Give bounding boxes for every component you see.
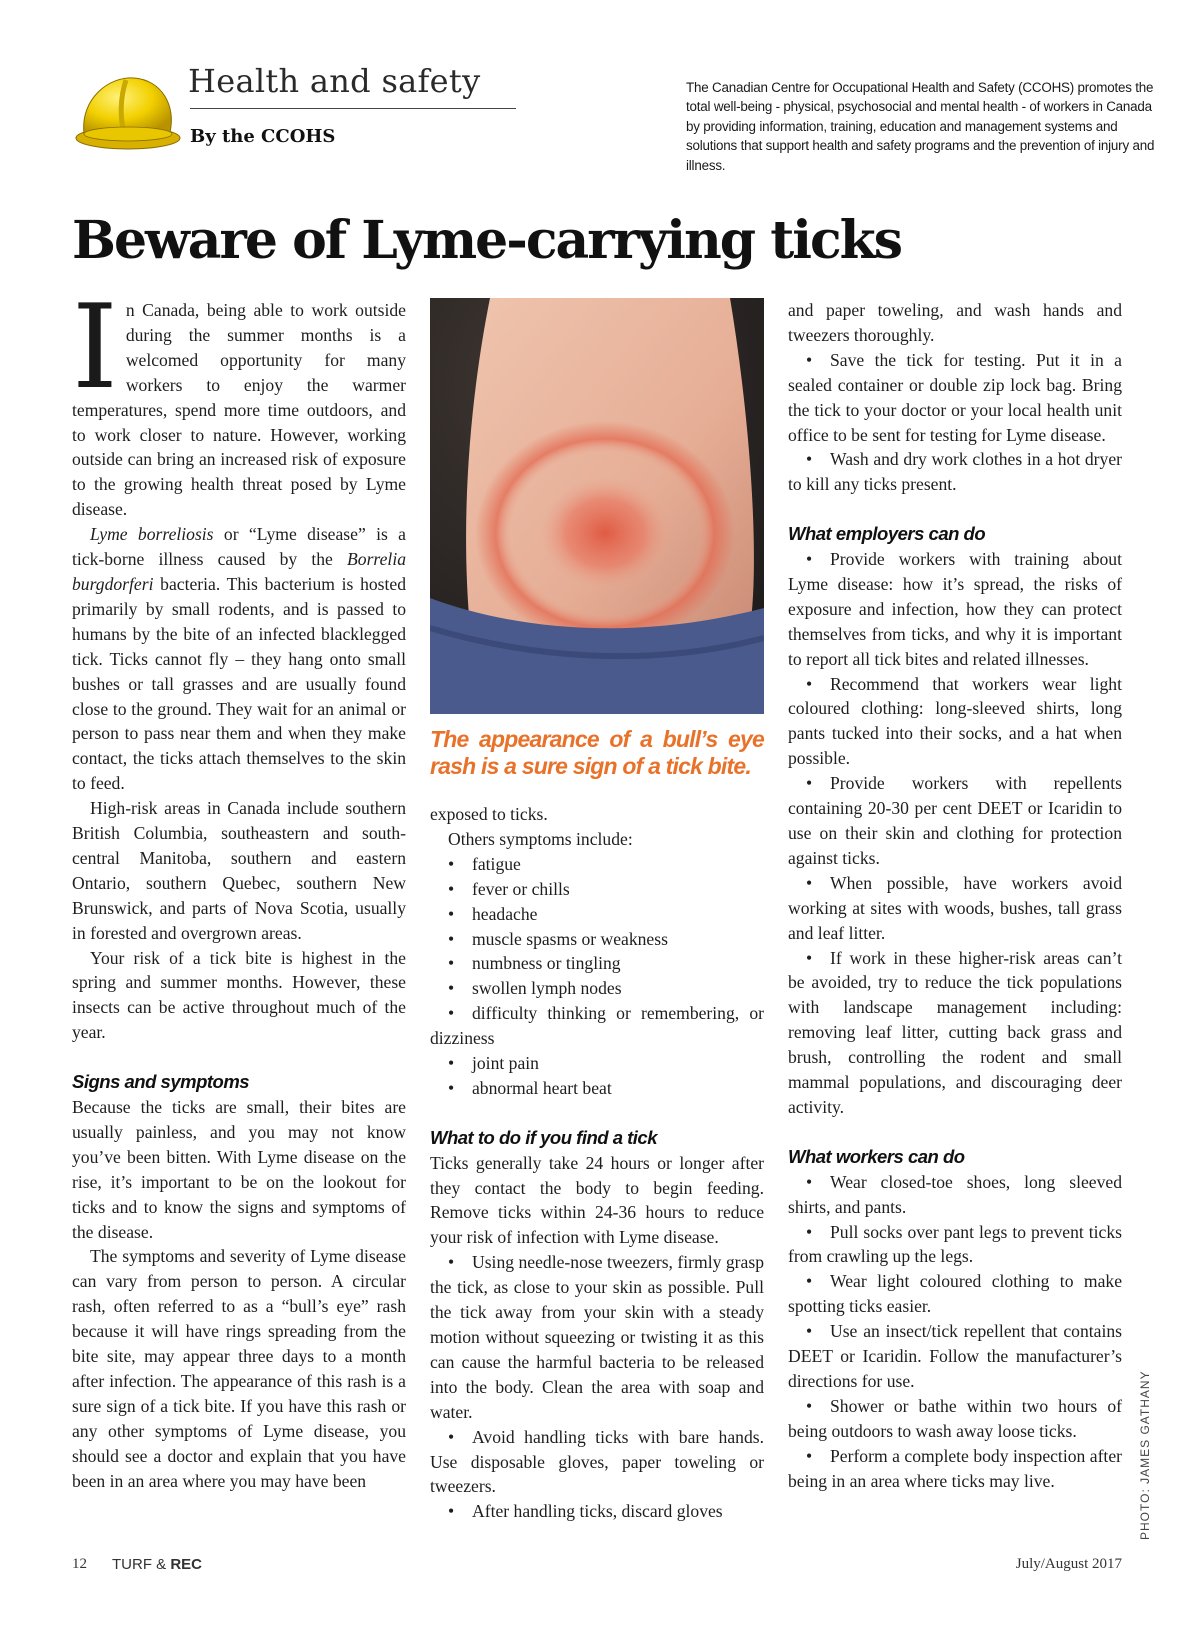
paragraph-text: Avoid handling ticks with bare hands. Use disposable gloves, paper toweling or tweezers.	[430, 1426, 764, 1497]
magazine-name	[112, 1556, 202, 1573]
hard-hat-icon	[70, 68, 182, 154]
article-header	[70, 62, 1155, 192]
subhead-workers: What workers can do	[788, 1145, 965, 1167]
paragraph: Because the ticks are small, their bites are usually painless, and you may not know you’ve been bitten. With Lyme disease on the rise, it’s important to be on the lookout for ticks and to know the signs and symptoms of the disease.	[72, 1096, 406, 1242]
bullet-icon: •	[806, 1445, 813, 1466]
list-item	[430, 927, 764, 952]
paragraph-text: n Canada, being able to work outside during the summer months is a welcomed opportunity for many workers to enjoy the warmer temperatures, spend more time outdoors, and to work closer to nature. However, working outside can bring an increased risk of exposure to the growing health threat posed by Lyme disease.	[72, 300, 406, 520]
bullet-icon: •	[448, 928, 455, 949]
list-item	[430, 902, 764, 927]
bullet-icon: •	[448, 1053, 455, 1074]
bullet-paragraph	[788, 1444, 1122, 1494]
column-3	[788, 298, 1122, 1493]
bullet-icon: •	[806, 773, 813, 794]
paragraph: High-risk areas in Canada include southern British Columbia, southeastern and south-central Manitoba, southern and eastern Ontario, southern Quebec, southern New Brunswick, and parts of Nova Scotia, usually in forested and overgrown areas.	[72, 798, 406, 943]
issue-date: July/August 2017	[1015, 1556, 1122, 1572]
paragraph-text: Use an insect/tick repellent that contains DEET or Icaridin. Follow the manufacturer’s directions for use.	[788, 1321, 1122, 1391]
bullet-paragraph	[788, 771, 1122, 871]
bullet-icon: •	[448, 1252, 455, 1273]
subhead-signs-symptoms: Signs and symptoms	[72, 1071, 250, 1093]
list-item-text: difficulty thinking or remembering, or dizziness	[430, 1003, 764, 1049]
paragraph	[72, 522, 406, 796]
list-item-text: joint pain	[472, 1053, 539, 1074]
list-item-text: fatigue	[472, 853, 521, 874]
bullet-icon: •	[448, 853, 455, 874]
paragraph-text: Save the tick for testing. Put it in a sealed container or double zip lock bag. Bring the tick to your doctor or your local health unit office to be sent for testing for Lyme disease.	[788, 349, 1122, 445]
magazine-name-a: TURF &	[112, 1556, 171, 1573]
bullet-icon: •	[806, 1271, 813, 1292]
paragraph-text: Using needle-nose tweezers, firmly grasp the tick, as close to your skin as possible. Pull the tick away from your skin with a steady motion without squeezing or twisting it as this can cause the harmful bacteria to be released into the body. Clean the area with soap and water.	[430, 1252, 764, 1422]
subhead-employers: What employers can do	[788, 523, 986, 545]
list-item-text: abnormal heart beat	[472, 1077, 612, 1098]
bullet-icon: •	[806, 549, 813, 570]
paragraph-text: Provide workers with training about Lyme disease: how it’s spread, the risks of exposure and infection, how they can protect themselves from ticks, and why it is important to report all tick bites and related illnesses.	[788, 549, 1122, 669]
ccohs-intro: The Canadian Centre for Occupational Health and Safety (CCOHS) promotes the total well-being - physical, psychosocial and mental health - of workers in Canada by providing information, training, education and management systems and solutions that support health and safety programs and the prevention of injury and illness.	[686, 80, 1155, 173]
bullet-icon: •	[806, 449, 813, 470]
bullet-paragraph	[788, 946, 1122, 1120]
paragraph: Your risk of a tick bite is highest in the spring and summer months. However, these insects can be active throughout much of the year.	[72, 947, 406, 1043]
article-headline: Beware of Lyme-carrying ticks	[72, 210, 901, 271]
bullet-paragraph	[788, 348, 1122, 448]
paragraph-text: Shower or bathe within two hours of being outdoors to wash away loose ticks.	[788, 1395, 1122, 1441]
bullet-icon: •	[448, 1003, 455, 1024]
bullet-icon: •	[448, 1426, 455, 1447]
bullet-icon: •	[806, 1321, 813, 1342]
bullet-icon: •	[806, 947, 813, 968]
section-rule	[190, 108, 516, 109]
paragraph: Ticks generally take 24 hours or longer after they contact the body to begin feeding. Remove ticks within 24-36 hours to reduce your risk of infection with Lyme disease.	[430, 1152, 764, 1248]
italic-term: Borrelia burgdorferi	[72, 549, 406, 594]
list-item	[430, 976, 764, 1001]
paragraph-text: After handling ticks, discard gloves	[472, 1501, 723, 1522]
paragraph	[72, 280, 406, 522]
italic-term: Lyme borreliosis	[90, 524, 214, 545]
list-item	[430, 1001, 764, 1051]
list-item-text: fever or chills	[472, 878, 570, 899]
page-number: 12	[72, 1556, 87, 1572]
bullet-icon: •	[806, 872, 813, 893]
bullet-icon: •	[448, 903, 455, 924]
bullet-icon: •	[806, 1395, 813, 1416]
symptoms-list	[430, 852, 764, 1101]
bullet-icon: •	[448, 878, 455, 899]
photo-credit: PHOTO: JAMES GATHANY	[1138, 1370, 1152, 1540]
paragraph-text: When possible, have workers avoid working at sites with woods, bushes, tall grass and leaf litter.	[788, 872, 1122, 943]
paragraph: and paper toweling, and wash hands and tweezers thoroughly.	[788, 300, 1122, 345]
page-footer	[72, 1556, 1122, 1580]
paragraph-text: Provide workers with repellents containing 20-30 per cent DEET or Icaridin to use on their skin and clothing for protection against ticks.	[788, 773, 1122, 868]
subhead-find-tick: What to do if you find a tick	[430, 1126, 658, 1148]
list-item-text: headache	[472, 903, 538, 924]
paragraph-text: If work in these higher-risk areas can’t be avoided, try to reduce the tick populations with landscape management including: removing leaf litter, cutting back grass and brush, controlling the rodent and small mammal populations, and discouraging deer activity.	[788, 947, 1122, 1117]
column-2	[430, 298, 764, 1524]
bullet-paragraph	[788, 1319, 1122, 1394]
bullet-paragraph	[430, 1425, 764, 1500]
list-item	[430, 852, 764, 877]
byline: By the CCOHS	[190, 126, 336, 147]
paragraph: exposed to ticks.	[430, 804, 548, 824]
paragraph-text: Pull socks over pant legs to prevent ticks from crawling up the legs.	[788, 1221, 1122, 1267]
paragraph-text: bacteria. This bacterium is hosted primarily by small rodents, and is passed to humans by the bite of an infected blacklegged tick. Ticks cannot fly – they hang onto small bushes or tall grasses and are usually found close to the ground. They wait for an animal or person to pass near them and when they make contact, the ticks attach themselves to the skin to feed.	[72, 573, 406, 794]
bullet-paragraph	[430, 1499, 764, 1524]
section-title: Health and safety	[188, 62, 481, 100]
paragraph-text: Wear closed-toe shoes, long sleeved shirts, and pants.	[788, 1171, 1122, 1217]
bullet-paragraph	[430, 1250, 764, 1424]
bullet-icon: •	[448, 1501, 455, 1522]
bullet-paragraph	[788, 871, 1122, 946]
list-item	[430, 951, 764, 976]
bullet-icon: •	[806, 1221, 813, 1242]
paragraph-text: Perform a complete body inspection after being in an area where ticks may live.	[788, 1445, 1122, 1491]
bullet-icon: •	[448, 978, 455, 999]
bullet-icon: •	[806, 349, 813, 370]
bullet-paragraph	[788, 1170, 1122, 1220]
bullet-paragraph	[788, 547, 1122, 672]
paragraph-text: Recommend that workers wear light coloured clothing: long-sleeved shirts, long pants tucked into their socks, and a hat when possible.	[788, 673, 1122, 769]
paragraph-text: Wash and dry work clothes in a hot dryer to kill any ticks present.	[788, 449, 1122, 495]
bullet-icon: •	[448, 953, 455, 974]
bullet-icon: •	[806, 673, 813, 694]
list-item	[430, 877, 764, 902]
magazine-name-b: REC	[170, 1556, 203, 1573]
bullet-icon: •	[448, 1077, 455, 1098]
drop-cap: I	[72, 280, 118, 415]
list-item	[430, 1051, 764, 1076]
list-item	[430, 1076, 764, 1101]
column-1	[72, 280, 406, 1493]
bullet-icon: •	[806, 1171, 813, 1192]
paragraph: Others symptoms include:	[448, 828, 633, 849]
paragraph-text: or “Lyme disease” is a tick-borne illness caused by the	[72, 524, 406, 570]
bullet-paragraph	[788, 1269, 1122, 1319]
bullet-paragraph	[788, 1394, 1122, 1444]
bullet-paragraph	[788, 447, 1122, 497]
paragraph: The symptoms and severity of Lyme disease can vary from person to person. A circular rash, often referred to as a “bull’s eye” rash because it will have rings spreading from the bite site, may appear three days to a month after infection. The appearance of this rash is a sure sign of a tick bite. If you have this rash or any other symptoms of Lyme disease, you should see a doctor and explain that you have been in an area where you may have been	[72, 1246, 406, 1491]
photo-caption: The appearance of a bull’s eye rash is a sure sign of a tick bite.	[430, 726, 764, 779]
list-item-text: numbness or tingling	[472, 953, 621, 974]
list-item-text: muscle spasms or weakness	[472, 928, 668, 949]
list-item-text: swollen lymph nodes	[472, 978, 622, 999]
paragraph-text: Wear light coloured clothing to make spotting ticks easier.	[788, 1271, 1122, 1317]
bulls-eye-rash-photo	[430, 298, 764, 714]
bullet-paragraph	[788, 1220, 1122, 1270]
bullet-paragraph	[788, 672, 1122, 772]
